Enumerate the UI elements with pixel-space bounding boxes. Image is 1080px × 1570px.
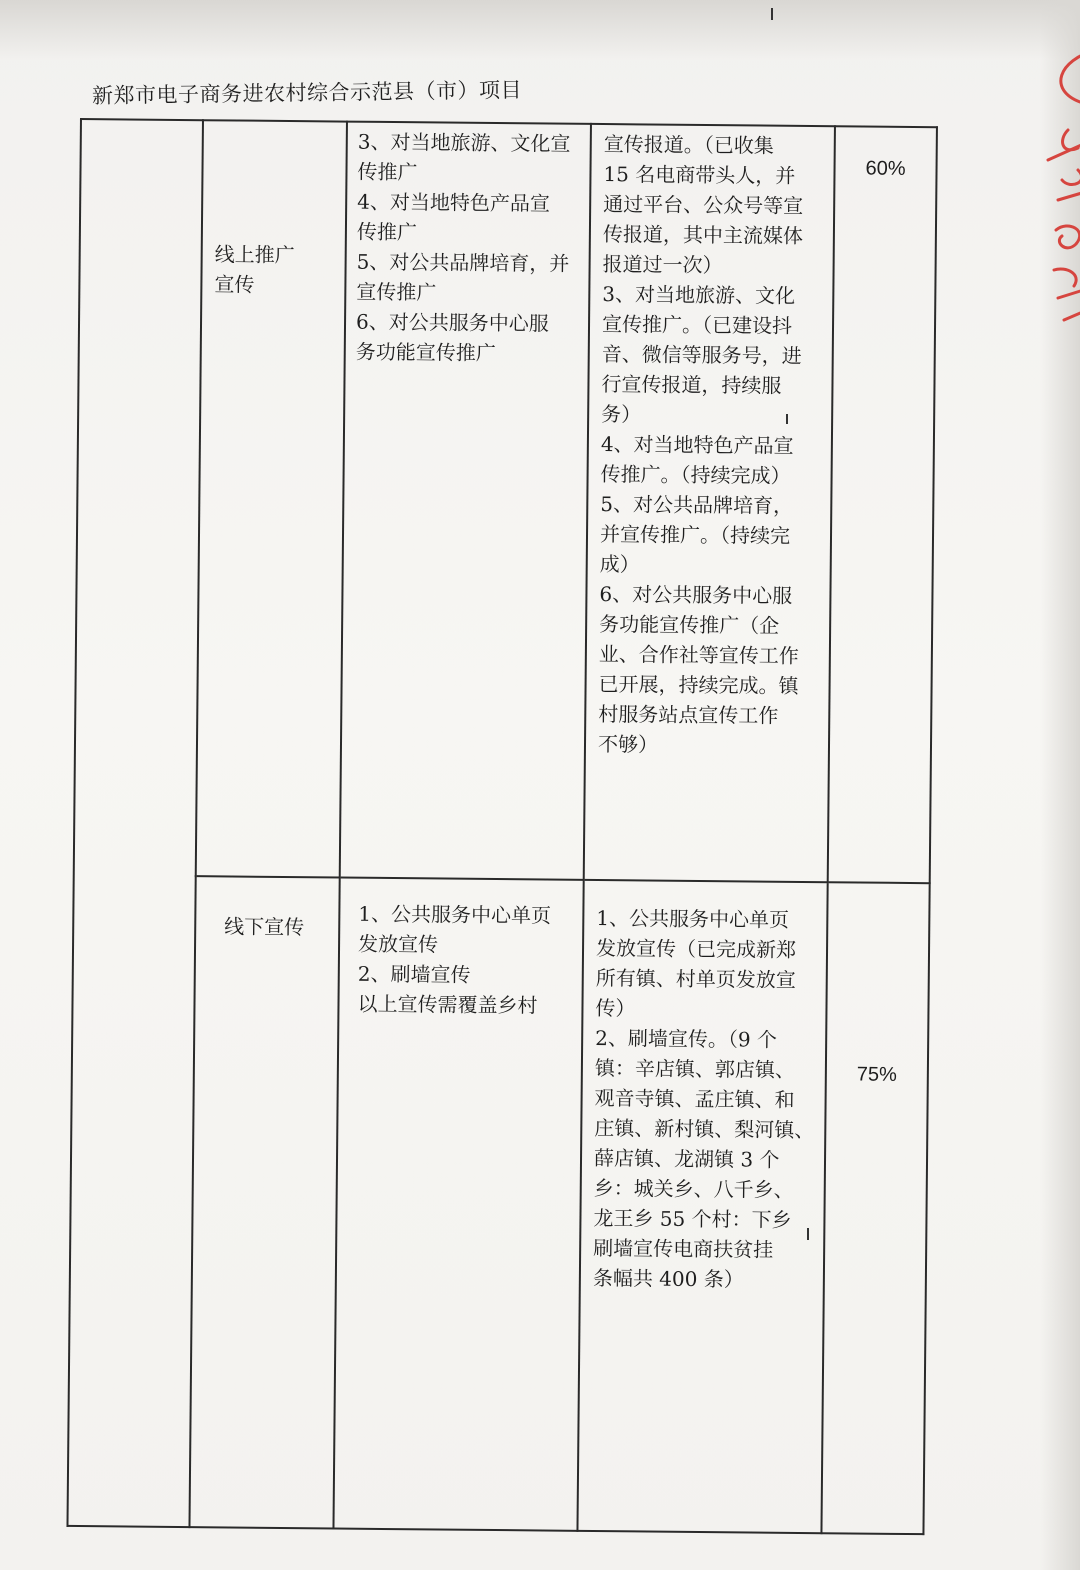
task-line: 发放宣传	[357, 931, 439, 957]
progress-line: 2、刷墙宣传。（9 个	[595, 1025, 778, 1052]
progress-line: 已开展，持续完成。镇	[598, 672, 799, 698]
merged-blank-cell	[67, 119, 203, 1527]
task-cell	[340, 122, 591, 880]
task-line: 5、对公共品牌培育，并	[356, 249, 570, 276]
table-row	[67, 875, 929, 1534]
progress-line: 音、微信等服务号，进	[601, 342, 802, 368]
progress-line: 15 名电商带头人，并	[603, 162, 796, 188]
task-cell	[333, 878, 583, 1531]
progress-line: 镇：辛店镇、郭店镇、	[594, 1055, 796, 1082]
progress-line: 务功能宣传推广（企	[599, 612, 780, 638]
table-row	[74, 119, 937, 883]
progress-line: 宣传推广。（已建设抖	[601, 312, 793, 338]
progress-line: 传推广。（持续完成）	[600, 462, 791, 488]
progress-line: 乡：城关乡、八千乡、	[593, 1175, 794, 1202]
document-header: 新郑市电子商务进农村综合示范县（市）项目	[91, 77, 523, 108]
progress-line: 传）	[595, 995, 636, 1021]
progress-table	[66, 118, 937, 1535]
progress-line: 6、对公共服务中心服	[599, 582, 793, 608]
category-cell	[196, 120, 347, 877]
progress-line: 条幅共 400 条）	[592, 1265, 744, 1292]
progress-line: 发放宣传（已完成新郑	[595, 935, 797, 962]
progress-line: 行宣传报道，持续服	[601, 372, 782, 398]
progress-line: 所有镇、村单页发放宣	[595, 965, 796, 992]
task-line: 宣传推广	[356, 279, 437, 305]
completion-percent: 75%	[821, 882, 929, 1534]
progress-line: 宣传报道。（已收集	[603, 132, 774, 158]
progress-line: 5、对公共品牌培育，	[600, 492, 794, 518]
category-line: 宣传	[214, 272, 255, 297]
progress-line: 务）	[601, 402, 642, 427]
progress-line: 并宣传推广。（持续完	[599, 522, 791, 548]
task-line: 传推广	[356, 219, 418, 245]
page-top-shadow	[0, 0, 1080, 60]
category-line: 线下宣传	[224, 914, 305, 940]
progress-line: 业、合作社等宣传工作	[598, 642, 799, 668]
progress-line: 通过平台、公众号等宣	[603, 192, 804, 218]
red-seal-stamp	[1018, 30, 1080, 330]
progress-line: 成）	[599, 552, 640, 577]
progress-line: 庄镇、新村镇、梨河镇、	[594, 1115, 815, 1143]
scan-mark	[771, 8, 773, 20]
progress-line: 1、公共服务中心单页	[596, 905, 790, 932]
progress-line: 刷墙宣传电商扶贫挂	[593, 1235, 774, 1262]
category-cell	[189, 876, 339, 1528]
progress-line: 薛店镇、龙湖镇 3 个	[593, 1145, 780, 1172]
task-line: 务功能宣传推广	[355, 339, 496, 366]
task-line: 4、对当地特色产品宣	[357, 189, 551, 216]
progress-line: 3、对当地旅游、文化	[602, 282, 796, 308]
scan-mark	[786, 414, 788, 424]
task-line: 1、公共服务中心单页	[358, 901, 552, 928]
progress-line: 传报道，其中主流媒体	[602, 222, 804, 248]
task-line: 3、对当地旅游、文化宣	[357, 129, 571, 156]
task-line: 6、对公共服务中心服	[355, 309, 549, 336]
progress-line: 龙王乡 55 个村：下乡	[593, 1205, 792, 1232]
category-line: 线上推广	[214, 242, 295, 268]
progress-line: 村服务站点宣传工作	[598, 702, 779, 728]
progress-line: 4、对当地特色产品宣	[600, 432, 794, 458]
progress-line: 观音寺镇、孟庄镇、和	[594, 1085, 795, 1112]
progress-cell	[584, 124, 835, 882]
progress-line: 不够）	[597, 732, 659, 757]
completion-percent: 60%	[828, 126, 937, 883]
task-line: 传推广	[357, 159, 418, 185]
scan-mark	[807, 1228, 809, 1240]
progress-line: 报道过一次）	[602, 252, 723, 278]
task-line: 以上宣传需覆盖乡村	[357, 991, 538, 1018]
progress-cell	[577, 880, 827, 1533]
task-line: 2、刷墙宣传	[357, 961, 471, 987]
